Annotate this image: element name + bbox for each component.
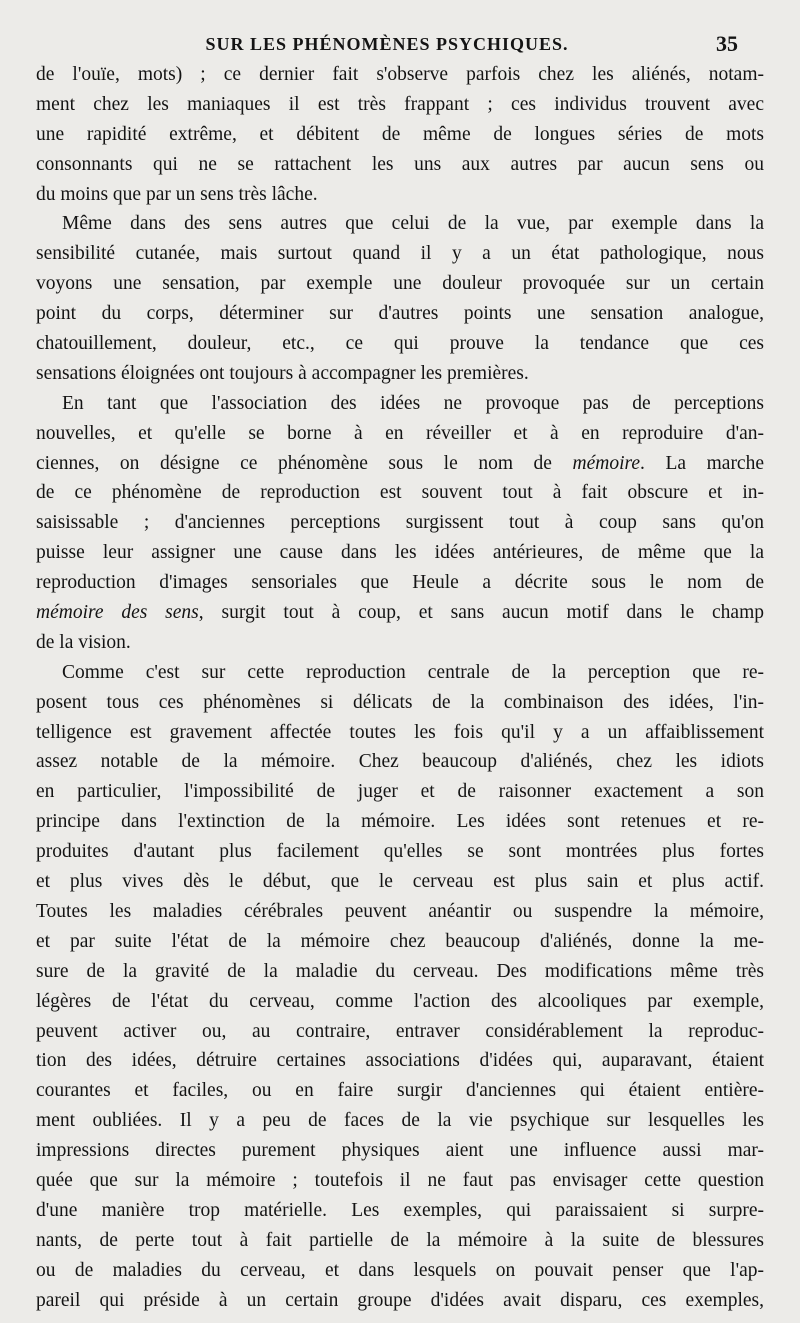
text-line: du moins que par un sens très lâche. bbox=[36, 183, 318, 205]
text-line: nouvelles, et qu'elle se borne à en réveiller et à en reproduire d'an- bbox=[36, 422, 764, 444]
text-line: sure de la gravité de la maladie du cerveau. Des modifications même très bbox=[36, 960, 764, 982]
text-line: en particulier, l'impossibilité de juger et de raisonner exactement a son bbox=[36, 781, 764, 803]
running-head bbox=[36, 31, 738, 58]
text-line bbox=[36, 598, 764, 628]
text-line: ou de maladies du cerveau, et dans lesquels on pouvait penser que l'ap- bbox=[36, 1259, 764, 1281]
text-line: reproduction d'images sensoriales que Heule a décrite sous le nom de bbox=[36, 572, 764, 594]
text-line: pareil qui préside à un certain groupe d'idées avait disparu, ces exemples, bbox=[36, 1289, 764, 1311]
text-line: et par suite l'état de la mémoire chez beaucoup d'aliénés, donne la me- bbox=[36, 930, 764, 952]
text-line: Comme c'est sur cette reproduction centrale de la perception que re- bbox=[62, 661, 764, 683]
text-line: d'une manière trop matérielle. Les exemples, qui paraissaient si surpre- bbox=[36, 1199, 764, 1221]
text-line: légères de l'état du cerveau, comme l'action des alcooliques par exemple, bbox=[36, 990, 764, 1012]
text-line: Toutes les maladies cérébrales peuvent anéantir ou suspendre la mémoire, bbox=[36, 900, 764, 922]
text-line: quée que sur la mémoire ; toutefois il ne faut pas envisager cette question bbox=[36, 1169, 764, 1191]
text-line: Même dans des sens autres que celui de la vue, par exemple dans la bbox=[62, 213, 764, 235]
italic-term: mémoire bbox=[572, 452, 641, 474]
text-line: de ce phénomène de reproduction est souvent tout à fait obscure et in- bbox=[36, 482, 764, 504]
text-line: consonnants qui ne se rattachent les uns aux autres par aucun sens ou bbox=[36, 153, 764, 175]
text-line: ment oubliées. Il y a peu de faces de la vie psychique sur lesquelles les bbox=[36, 1110, 764, 1132]
text-segment: ciennes, on désigne ce phénomène sous le nom de bbox=[36, 452, 573, 474]
body-text bbox=[36, 60, 764, 1315]
text-line: telligence est gravement affectée toutes les fois qu'il y a un affaiblissement bbox=[36, 721, 764, 743]
text-line bbox=[36, 449, 764, 479]
text-line: et plus vives dès le début, que le cerveau est plus sain et plus actif. bbox=[36, 871, 764, 893]
text-line: point du corps, déterminer sur d'autres points une sensation analogue, bbox=[36, 303, 764, 325]
text-line: peuvent activer ou, au contraire, entraver considérablement la reproduc- bbox=[36, 1020, 764, 1042]
text-line: ment chez les maniaques il est très frappant ; ces individus trouvent avec bbox=[36, 93, 764, 115]
text-line: nants, de perte tout à fait partielle de la mémoire à la suite de blessures bbox=[36, 1229, 764, 1251]
text-line: de la vision. bbox=[36, 631, 131, 653]
text-line: principe dans l'extinction de la mémoire. Les idées sont retenues et re- bbox=[36, 811, 764, 833]
text-line: impressions directes purement physiques aient une influence aussi mar- bbox=[36, 1140, 764, 1162]
text-line: courantes et faciles, ou en faire surgir d'anciennes qui étaient entière- bbox=[36, 1080, 764, 1102]
text-line: tion des idées, détruire certaines associations d'idées qui, auparavant, étaient bbox=[36, 1050, 764, 1072]
text-line: sensations éloignées ont toujours à accompagner les premières. bbox=[36, 362, 529, 384]
text-line: assez notable de la mémoire. Chez beaucoup d'aliénés, chez les idiots bbox=[36, 751, 764, 773]
text-line: une rapidité extrême, et débitent de même de longues séries de mots bbox=[36, 123, 764, 145]
page-number: 35 bbox=[716, 31, 738, 56]
italic-term: mémoire des sens bbox=[36, 602, 199, 624]
running-title: SUR LES PHÉNOMÈNES PSYCHIQUES. bbox=[205, 34, 569, 54]
text-line: saisissable ; d'anciennes perceptions surgissent tout à coup sans qu'on bbox=[36, 512, 764, 534]
text-line: chatouillement, douleur, etc., ce qui prouve la tendance que ces bbox=[36, 333, 764, 355]
text-line: puisse leur assigner une cause dans les idées antérieures, de même que la bbox=[36, 542, 764, 564]
text-segment: , surgit tout à coup, et sans aucun motif dans le champ bbox=[198, 602, 765, 624]
text-line: sensibilité cutanée, mais surtout quand il y a un état pathologique, nous bbox=[36, 243, 764, 265]
text-line: voyons une sensation, par exemple une douleur provoquée sur un certain bbox=[36, 273, 764, 295]
text-segment: . La marche bbox=[640, 452, 764, 474]
text-line: posent tous ces phénomènes si délicats de la combinaison des idées, l'in- bbox=[36, 691, 764, 713]
text-line: produites d'autant plus facilement qu'elles se sont montrées plus fortes bbox=[36, 841, 764, 863]
text-line: de l'ouïe, mots) ; ce dernier fait s'observe parfois chez les aliénés, notam- bbox=[36, 64, 764, 85]
text-line: En tant que l'association des idées ne provoque pas de perceptions bbox=[62, 392, 764, 414]
